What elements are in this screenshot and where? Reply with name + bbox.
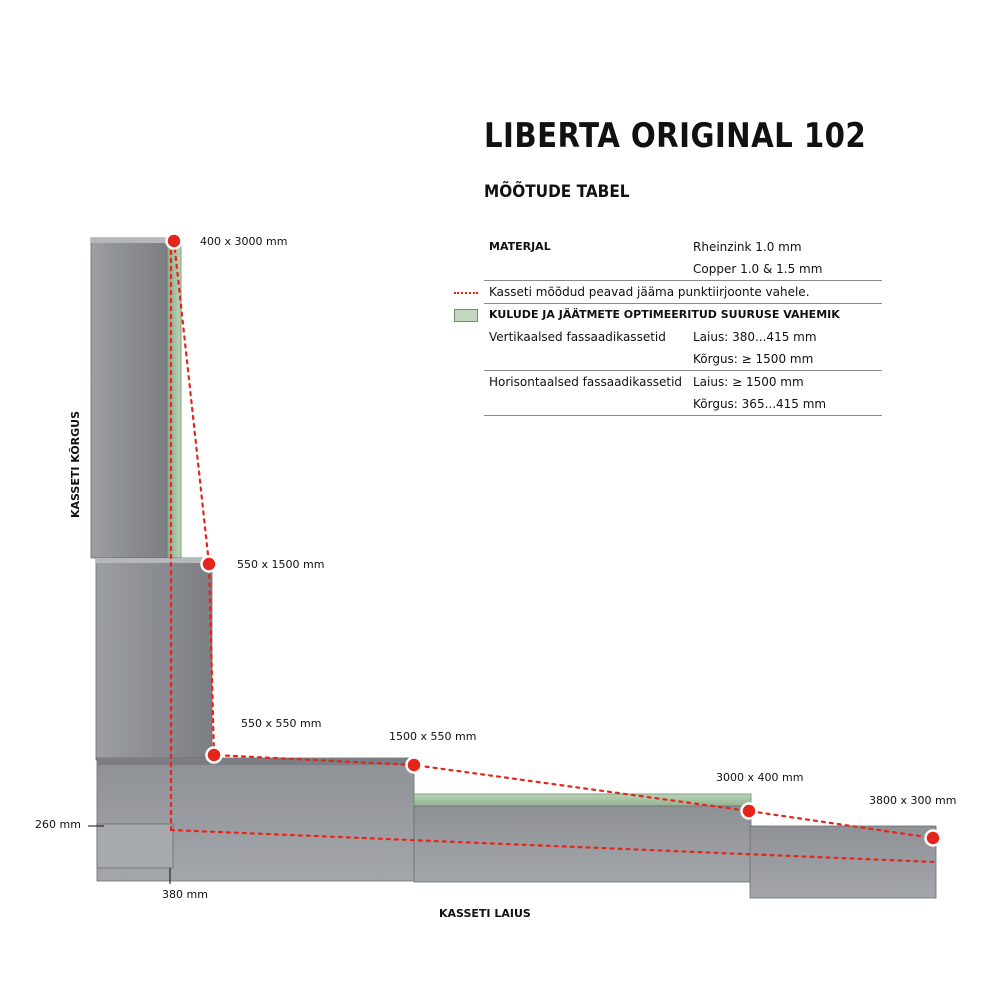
vertical-value: Laius: 380...415 mm [693, 330, 817, 344]
marker-550x550 [207, 748, 222, 763]
label-1500x550: 1500 x 550 mm [389, 730, 477, 743]
x-axis-label: KASSETI LAIUS [439, 907, 531, 920]
marker-400x3000 [167, 234, 182, 249]
label-380mm: 380 mm [162, 888, 208, 901]
marker-3000x400 [742, 804, 757, 819]
marker-550x1500 [202, 557, 217, 572]
marker-1500x550 [407, 758, 422, 773]
vertical-value: Kõrgus: ≥ 1500 mm [693, 352, 814, 366]
label-3000x400: 3000 x 400 mm [716, 771, 804, 784]
horizontal-label: Horisontaalsed fassaadikassetid [489, 375, 683, 389]
page-subtitle: MÕÕTUDE TABEL [484, 182, 630, 202]
material-label: MATERJAL [489, 240, 551, 253]
label-400x3000: 400 x 3000 mm [200, 235, 288, 248]
cassette-edge [97, 758, 414, 765]
marker-3800x300 [926, 831, 941, 846]
material-value: Rheinzink 1.0 mm [693, 240, 802, 254]
vertical-cassettes [91, 238, 212, 760]
upper-bound-line [174, 241, 933, 838]
cassette-3000x400 [414, 806, 751, 882]
cassette-edge [91, 238, 167, 243]
label-550x550: 550 x 550 mm [241, 717, 322, 730]
cassette-edge [96, 558, 212, 563]
label-550x1500: 550 x 1500 mm [237, 558, 325, 571]
vertical-label: Vertikaalsed fassaadikassetid [489, 330, 666, 344]
dimension-markers [167, 234, 941, 846]
label-3800x300: 3800 x 300 mm [869, 794, 957, 807]
min-cassette-260x380 [97, 824, 173, 868]
cassette-3800x300 [750, 826, 936, 898]
material-value: Copper 1.0 & 1.5 mm [693, 262, 823, 276]
label-260mm: 260 mm [35, 818, 81, 831]
horizontal-value: Kõrgus: 365...415 mm [693, 397, 827, 411]
page-title: LIBERTA ORIGINAL 102 [484, 116, 867, 156]
legend-green-text: KULUDE JA JÄÄTMETE OPTIMEERITUD SUURUSE VAHEMIK [489, 308, 840, 321]
legend-dotted-text: Kasseti mõõdud peavad jääma punktiirjoonte vahele. [489, 285, 810, 299]
horizontal-value: Laius: ≥ 1500 mm [693, 375, 804, 389]
y-axis-label: KASSETI KÕRGUS [69, 410, 83, 519]
cassette-550x1500 [96, 558, 212, 760]
cassette-400x3000 [91, 238, 167, 558]
